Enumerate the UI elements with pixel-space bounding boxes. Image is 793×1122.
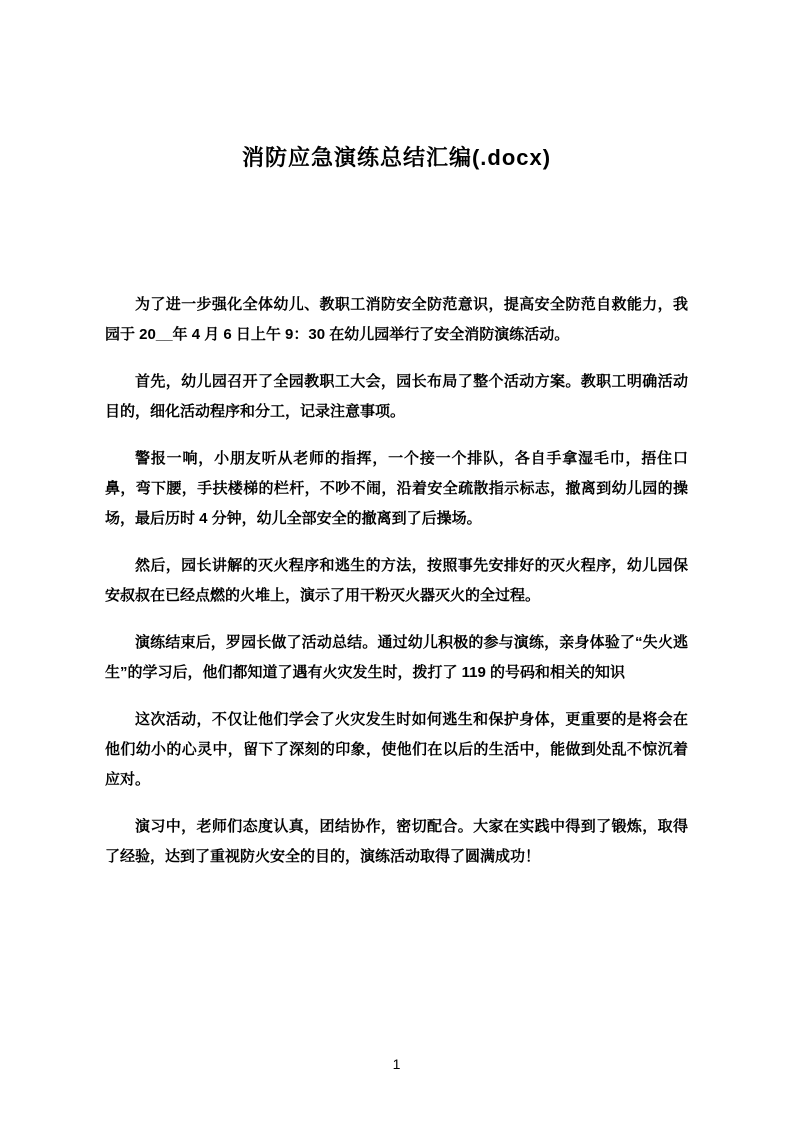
paragraph: 首先，幼儿园召开了全园教职工大会，园长布局了整个活动方案。教职工明确活动目的，细化活动程序和分工，记录注意事项。 [105,373,688,420]
paragraph: 演习中，老师们态度认真，团结协作，密切配合。大家在实践中得到了锻炼，取得了经验，达到了重视防火安全的目的，演练活动取得了圆满成功！ [105,818,688,865]
paragraph: 为了进一步强化全体幼儿、教职工消防安全防范意识，提高安全防范自救能力，我园于 20__年 4 月 6 日上午 9：30 在幼儿园举行了安全消防演练活动。 [105,296,688,343]
paragraph: 然后，园长讲解的灭火程序和逃生的方法，按照事先安排好的灭火程序，幼儿园保安叔叔在已经点燃的火堆上，演示了用干粉灭火器灭火的全过程。 [105,557,688,604]
paragraph: 演练结束后，罗园长做了活动总结。通过幼儿积极的参与演练，亲身体验了“失火逃生”的学习后，他们都知道了遇有火灾发生时，拨打了 119 的号码和相关的知识 [105,634,688,681]
document-title: 消防应急演练总结汇编(.docx) [241,145,552,170]
document-body [105,290,688,872]
paragraph: 警报一响，小朋友听从老师的指挥，一个接一个排队，各自手拿湿毛巾，捂住口鼻，弯下腰，手扶楼梯的栏杆，不吵不闹，沿着安全疏散指示标志，撤离到幼儿园的操场，最后历时 4 分钟，幼儿全部安全的撤离到了后操场。 [105,450,688,527]
paragraph: 这次活动，不仅让他们学会了火灾发生时如何逃生和保护身体，更重要的是将会在他们幼小的心灵中，留下了深刻的印象，使他们在以后的生活中，能做到处乱不惊沉着应对。 [105,711,688,788]
page-number: 1 [392,1056,401,1072]
